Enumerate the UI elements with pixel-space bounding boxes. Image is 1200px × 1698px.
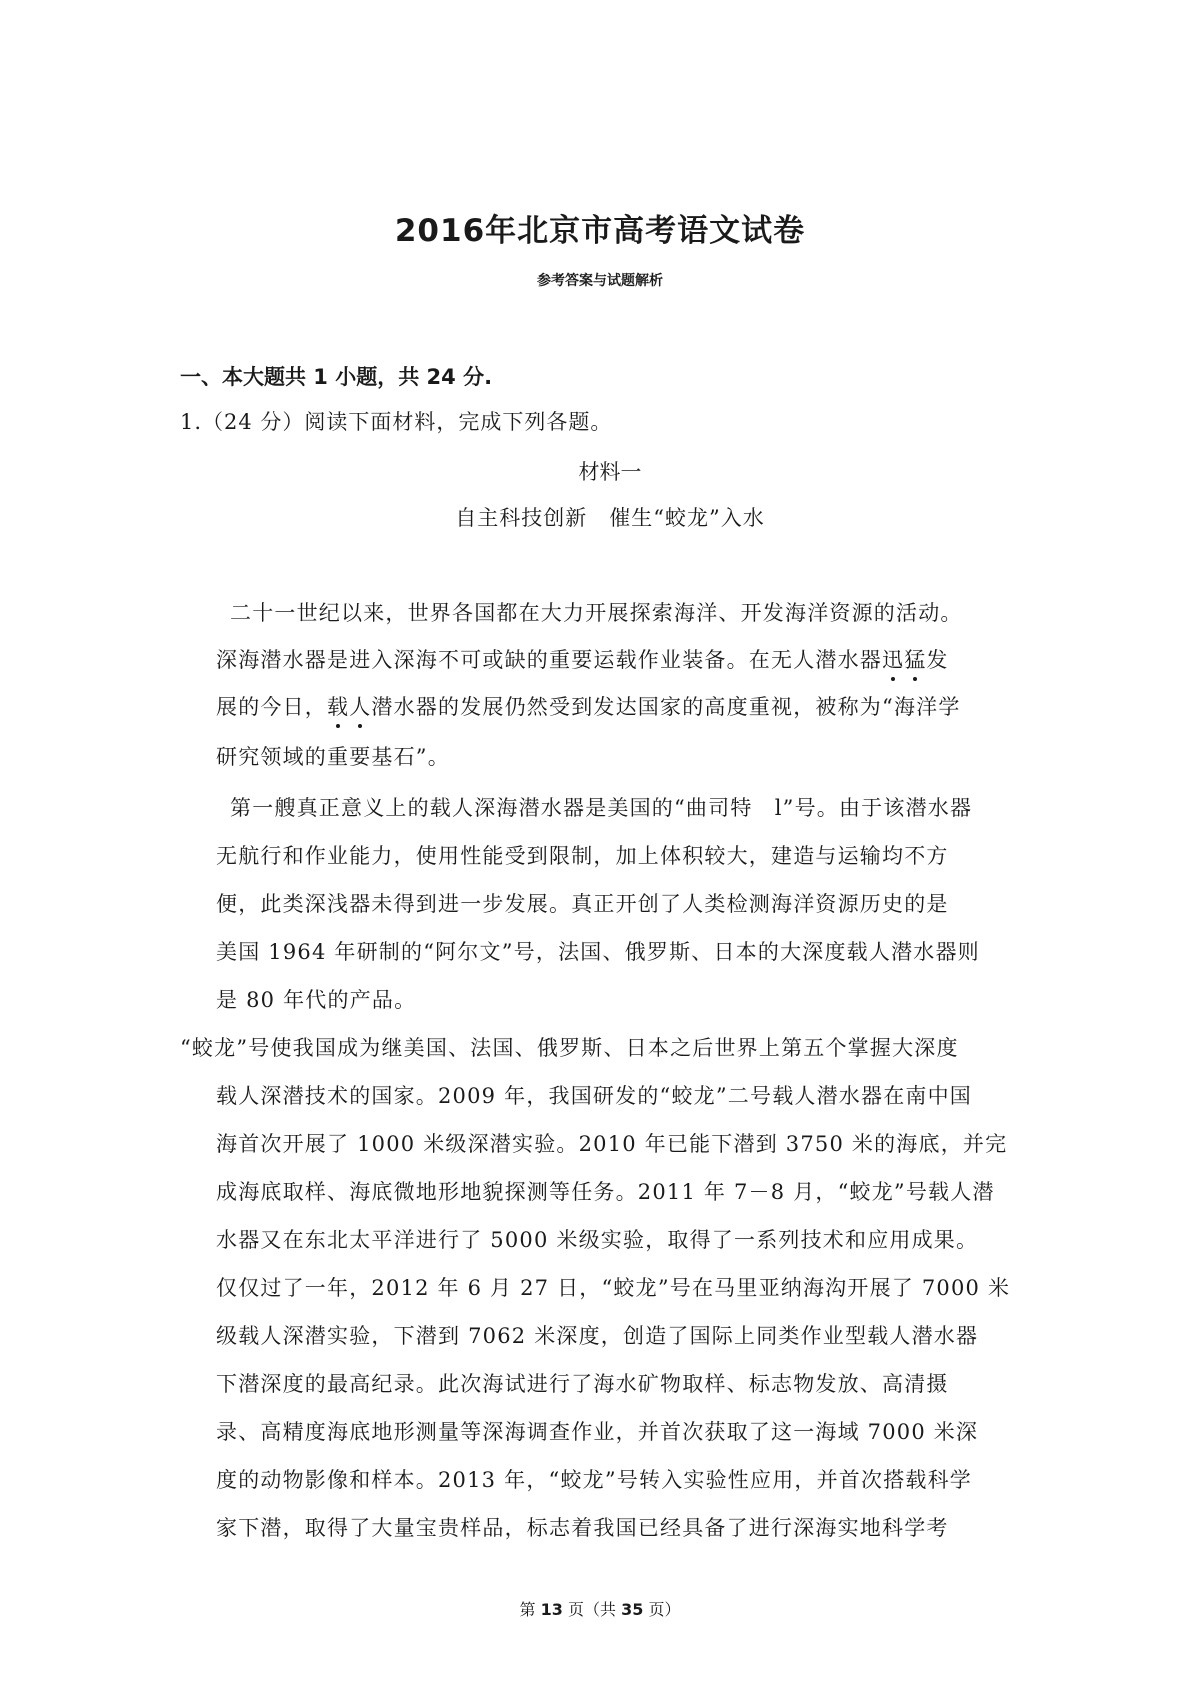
text-line	[216, 644, 949, 674]
material-label: 材料一	[578, 460, 642, 484]
text-line: 是 80 年代的产品。	[216, 988, 417, 1012]
text-line: 研究领域的重要基石”。	[216, 745, 450, 769]
text-line: 仅仅过了一年，2012 年 6 月 27 日，“蛟龙”号在马里亚纳海沟开展了 7000 米	[216, 1276, 1011, 1300]
emphasis-char: 迅	[882, 648, 905, 672]
text-line: “蛟龙”号使我国成为继美国、法国、俄罗斯、日本之后世界上第五个掌握大深度	[180, 1036, 959, 1060]
text-line: 载人深潜技术的国家。2009 年，我国研发的“蛟龙”二号载人潜水器在南中国	[216, 1084, 972, 1108]
page-footer	[0, 1597, 1200, 1620]
text-line: 第一艘真正意义上的载人深海潜水器是美国的“曲司特 l”号。由于该潜水器	[230, 796, 973, 820]
text-span: 深海潜水器是进入深海不可或缺的重要运载作业装备。在无人潜水器	[216, 648, 882, 672]
text-line: 无航行和作业能力，使用性能受到限制，加上体积较大，建造与运输均不方	[216, 844, 949, 868]
footer-suffix: 页）	[643, 1600, 681, 1619]
text-line: 度的动物影像和样本。2013 年，“蛟龙”号转入实验性应用，并首次搭载科学	[216, 1468, 972, 1492]
text-line: 二十一世纪以来，世界各国都在大力开展探索海洋、开发海洋资源的活动。	[230, 601, 963, 625]
text-line: 家下潜，取得了大量宝贵样品，标志着我国已经具备了进行深海实地科学考	[216, 1516, 949, 1540]
page-number: 13	[540, 1600, 563, 1619]
text-line: 级载人深潜实验，下潜到 7062 米深度，创造了国际上同类作业型载人潜水器	[216, 1324, 979, 1348]
text-line: 水器又在东北太平洋进行了 5000 米级实验，取得了一系列技术和应用成果。	[216, 1228, 979, 1252]
text-line: 海首次开展了 1000 米级深潜实验。2010 年已能下潜到 3750 米的海底，并完	[216, 1132, 1008, 1156]
text-span: 潜水器的发展仍然受到发达国家的高度重视，被称为“海洋学	[371, 695, 961, 719]
footer-mid: 页（共	[562, 1600, 622, 1619]
footer-prefix: 第	[519, 1600, 541, 1619]
emphasis-char: 载	[327, 695, 350, 719]
text-line: 下潜深度的最高纪录。此次海试进行了海水矿物取样、标志物发放、高清摄	[216, 1372, 949, 1396]
text-line: 美国 1964 年研制的“阿尔文”号，法国、俄罗斯、日本的大深度载人潜水器则	[216, 940, 980, 964]
emphasis-char: 猛	[904, 648, 927, 672]
page-title: 2016年北京市高考语文试卷	[394, 213, 806, 249]
text-span: 发	[926, 648, 949, 672]
section-heading: 一、本大题共 1 小题，共 24 分.	[180, 365, 493, 389]
text-line: 便，此类深浅器未得到进一步发展。真正开创了人类检测海洋资源历史的是	[216, 892, 949, 916]
emphasis-char: 人	[349, 695, 372, 719]
text-line: 录、高精度海底地形测量等深海调查作业，并首次获取了这一海域 7000 米深	[216, 1420, 979, 1444]
text-line	[216, 691, 961, 721]
question-stem: 1.（24 分）阅读下面材料，完成下列各题。	[180, 410, 613, 434]
text-span: 展的今日，	[216, 695, 327, 719]
material-title: 自主科技创新 催生“蛟龙”入水	[455, 506, 765, 530]
total-pages: 35	[621, 1600, 644, 1619]
page-subtitle: 参考答案与试题解析	[537, 273, 663, 289]
text-line: 成海底取样、海底微地形地貌探测等任务。2011 年 7－8 月，“蛟龙”号载人潜	[216, 1180, 995, 1204]
